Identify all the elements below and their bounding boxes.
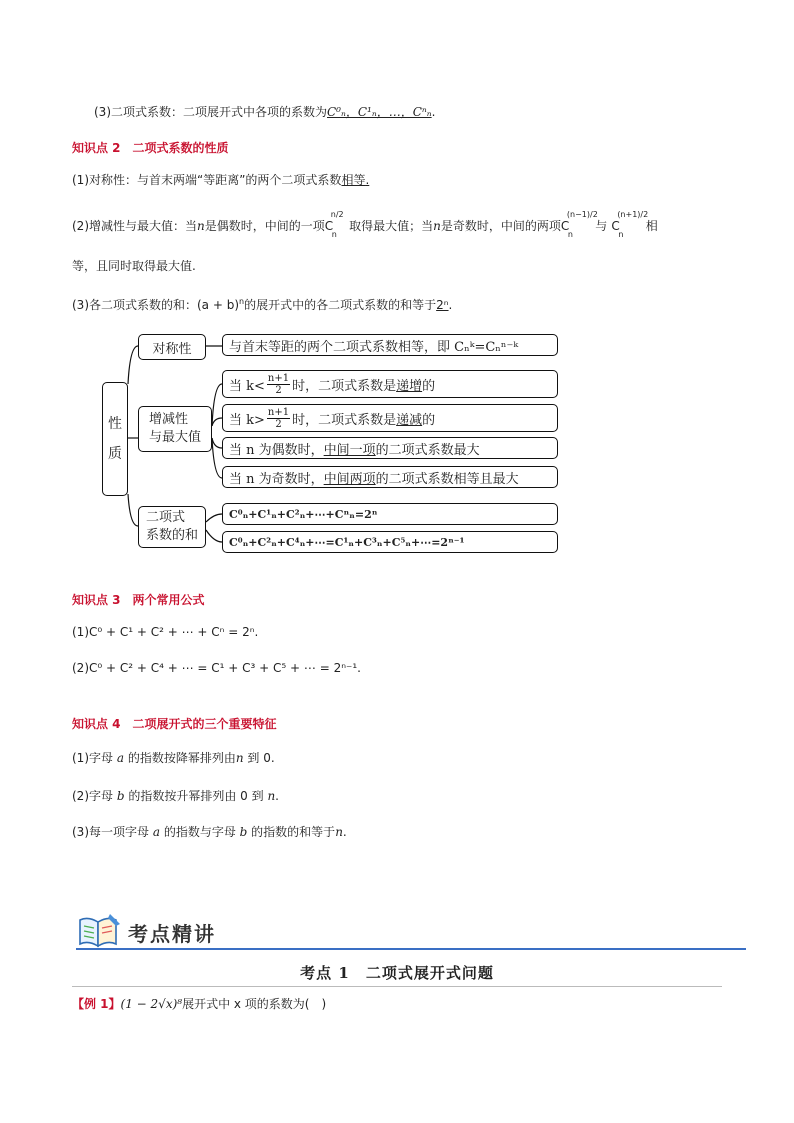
banner-title: 考点精讲	[128, 922, 216, 946]
middle-term-c3: C (n+1)/2 n	[611, 210, 649, 239]
section-title-rule	[72, 986, 722, 987]
feature-2: (2)字母 b 的指数按升幂排列由 0 到 n.	[72, 789, 279, 803]
paragraph-binomial-coefficients: (3)二项式系数：二项展开式中各项的系数为C⁰ₙ，C¹ₙ，…，Cⁿₙ.	[94, 105, 436, 119]
banner-underline	[76, 948, 746, 950]
example-tag: 【例 1】	[72, 997, 121, 1011]
branch-monotonicity: 增减性 与最大值	[138, 406, 212, 452]
formula-2: (2)C⁰ + C² + C⁴ + ⋯ = C¹ + C³ + C⁵ + ⋯ = 2ⁿ⁻¹.	[72, 661, 361, 675]
connector-b2-r4	[212, 438, 222, 448]
coefficient-list: C⁰ₙ，C¹ₙ，…，Cⁿₙ	[327, 105, 432, 119]
connector-b3-r7	[206, 530, 222, 542]
section-title: 考点 1 二项式展开式问题	[300, 964, 494, 982]
connector-root-1	[128, 346, 138, 384]
monotonicity-line-cont: 等，且同时取得最大值.	[72, 259, 196, 273]
properties-diagram	[100, 326, 562, 558]
book-icon	[76, 912, 122, 950]
middle-term-c2: C (n−1)/2 n	[560, 210, 598, 239]
sum-line: (3)各二项式系数的和：$(a + b)^n$的展开式中的各二项式系数的和等于2ⁿ.	[72, 297, 453, 312]
connector-root-3	[128, 494, 138, 526]
result-decreasing: 当 k> n+1 2 时，二项式系数是 递减 的	[222, 404, 558, 432]
section-banner	[76, 910, 746, 950]
example-expression: (1 − 2√x)⁸	[120, 997, 183, 1011]
result-odd-max: 当 n 为奇数时， 中间两项 的二项式系数相等且最大	[222, 466, 558, 488]
knowledge-point-3-title: 知识点 3 两个常用公式	[72, 593, 205, 607]
result-symmetry: 与首末等距的两个二项式系数相等，即 Cₙᵏ=Cₙⁿ⁻ᵏ	[222, 334, 558, 356]
knowledge-point-4-title: 知识点 4 二项展开式的三个重要特征	[72, 717, 277, 731]
formula-1: (1)C⁰ + C¹ + C² + ⋯ + Cⁿ = 2ⁿ.	[72, 625, 259, 639]
connector-b2-r5	[212, 438, 222, 478]
monotonicity-line: (2)增减性与最大值：当n是偶数时，中间的一项C n/2 n 取得最大值；当n是奇数时，中间的两项C (n−1)/2 n 与 C (n+1)/2 n 相	[72, 210, 658, 239]
feature-1: (1)字母 a 的指数按降幂排列由n 到 0.	[72, 751, 275, 765]
connector-b2-r3	[212, 418, 222, 426]
result-even-max: 当 n 为偶数时， 中间一项 的二项式系数最大	[222, 437, 558, 459]
feature-3: (3)每一项字母 a 的指数与字母 b 的指数的和等于n.	[72, 825, 347, 839]
fraction: n+1 2	[267, 406, 290, 430]
example-1: 【例 1】(1 − 2√x)⁸展开式中 x 项的系数为( )	[72, 997, 327, 1011]
fraction: n+1 2	[267, 372, 290, 396]
middle-term-c: C n/2 n	[324, 210, 344, 239]
branch-sum: 二项式 系数的和	[138, 506, 206, 548]
knowledge-point-2-title: 知识点 2 二项式系数的性质	[72, 141, 229, 155]
root-node: 性 质	[102, 382, 128, 496]
result-increasing: 当 k< n+1 2 时，二项式系数是 递增 的	[222, 370, 558, 398]
symmetry-line: (1)对称性：与首末两端“等距离”的两个二项式系数相等.	[72, 173, 370, 187]
branch-symmetry: 对称性	[138, 334, 206, 360]
result-odd-even-sum: C⁰ₙ+C²ₙ+C⁴ₙ+⋯=C¹ₙ+C³ₙ+C⁵ₙ+⋯=2ⁿ⁻¹	[222, 531, 558, 553]
connector-b3-r6	[206, 514, 222, 522]
result-total-sum: C⁰ₙ+C¹ₙ+C²ₙ+⋯+Cⁿₙ=2ⁿ	[222, 503, 558, 525]
